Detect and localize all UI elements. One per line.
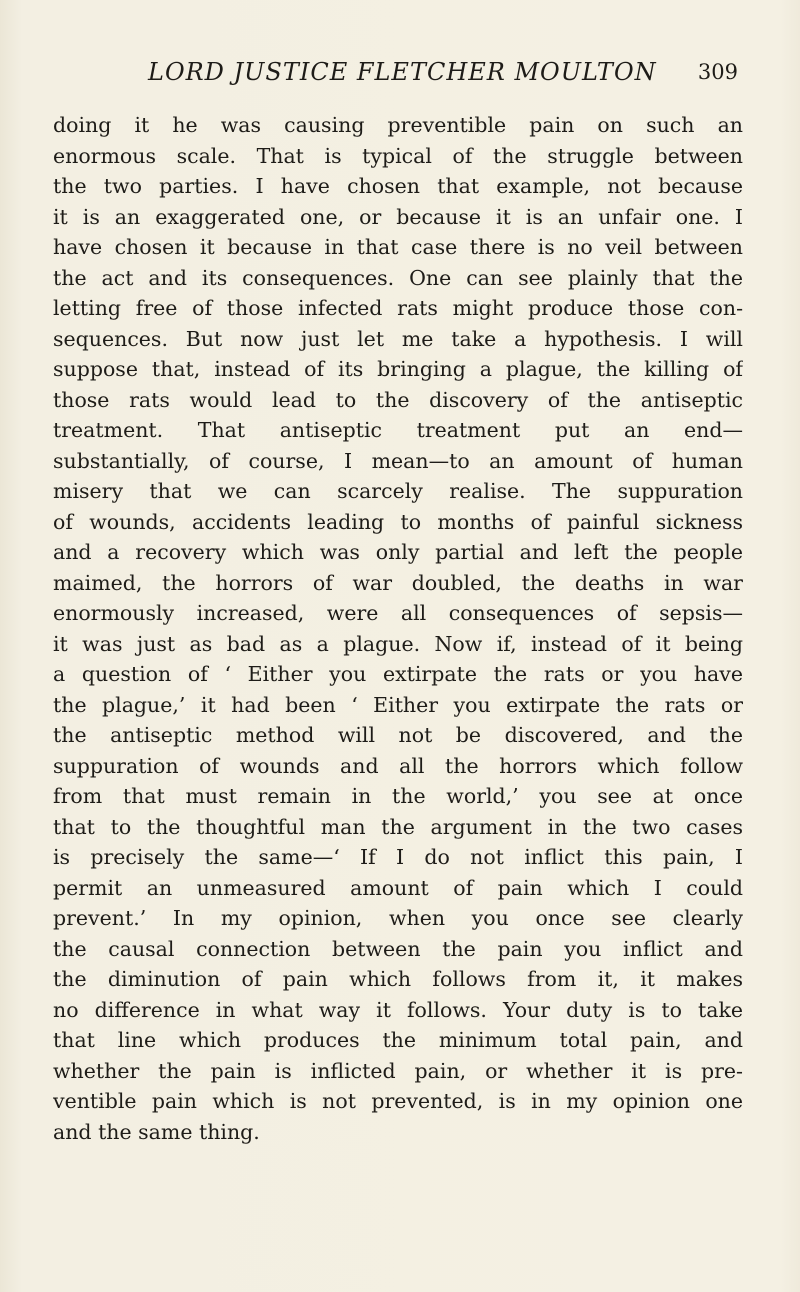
text-line: a question of ‘ Either you extirpate the rats or you have	[53, 662, 743, 686]
text-line: doing it he was causing preventible pain on such an	[53, 113, 743, 137]
text-line: the diminution of pain which follows from it, it makes	[53, 967, 743, 991]
text-line: substantially, of course, I mean—to an amount of human	[53, 448, 743, 473]
text-line: whether the pain is inflicted pain, or whether it is pre-	[53, 1058, 743, 1083]
text-line: treatment. That antiseptic treatment put an end—	[53, 418, 743, 442]
text-line: those rats would lead to the discovery of the antiseptic	[53, 387, 743, 412]
text-line: and a recovery which was only partial and left the people	[53, 540, 743, 564]
text-line: is precisely the same—‘ If I do not inflict this pain, I	[53, 845, 743, 869]
text-line: letting free of those infected rats might produce those con-	[53, 296, 743, 320]
text-line: it was just as bad as a plague. Now if, instead of it being	[53, 631, 743, 656]
text-line: misery that we can scarcely realise. The suppuration	[53, 479, 743, 503]
running-title: LORD JUSTICE FLETCHER MOULTON	[148, 58, 657, 86]
text-line: that line which produces the minimum total pain, and	[53, 1028, 743, 1052]
text-line: have chosen it because in that case there is no veil between	[53, 235, 743, 259]
running-head	[148, 58, 738, 98]
text-line: enormously increased, were all consequences of sepsis—	[53, 601, 743, 625]
text-line: sequences. But now just let me take a hypothesis. I will	[53, 326, 743, 351]
text-line: enormous scale. That is typical of the struggle between	[53, 143, 743, 168]
text-line: suppuration of wounds and all the horrors which follow	[53, 753, 743, 778]
text-line-last: and the same thing.	[53, 1119, 260, 1144]
page-number: 309	[697, 60, 738, 84]
text-line: the plague,’ it had been ‘ Either you extirpate the rats or	[53, 692, 743, 717]
text-line: of wounds, accidents leading to months of painful sickness	[53, 509, 743, 534]
text-line: from that must remain in the world,’ you see at once	[53, 784, 743, 808]
text-line: suppose that, instead of its bringing a plague, the killing of	[53, 357, 743, 381]
text-line: the antiseptic method will not be discovered, and the	[53, 723, 743, 747]
text-line: no difference in what way it follows. Your duty is to take	[53, 997, 743, 1022]
text-line: permit an unmeasured amount of pain which I could	[53, 875, 743, 900]
text-line: the two parties. I have chosen that example, not because	[53, 174, 743, 198]
text-line: prevent.’ In my opinion, when you once see clearly	[53, 906, 743, 930]
text-line: ventible pain which is not prevented, is in my opinion one	[53, 1089, 743, 1113]
body-paragraph	[53, 110, 743, 1147]
text-line: the act and its consequences. One can see plainly that the	[53, 265, 743, 290]
text-line: the causal connection between the pain you inflict and	[53, 936, 743, 961]
text-line: maimed, the horrors of war doubled, the deaths in war	[53, 570, 743, 595]
text-line: it is an exaggerated one, or because it is an unfair one. I	[53, 204, 743, 229]
text-line: that to the thoughtful man the argument in the two cases	[53, 814, 743, 839]
